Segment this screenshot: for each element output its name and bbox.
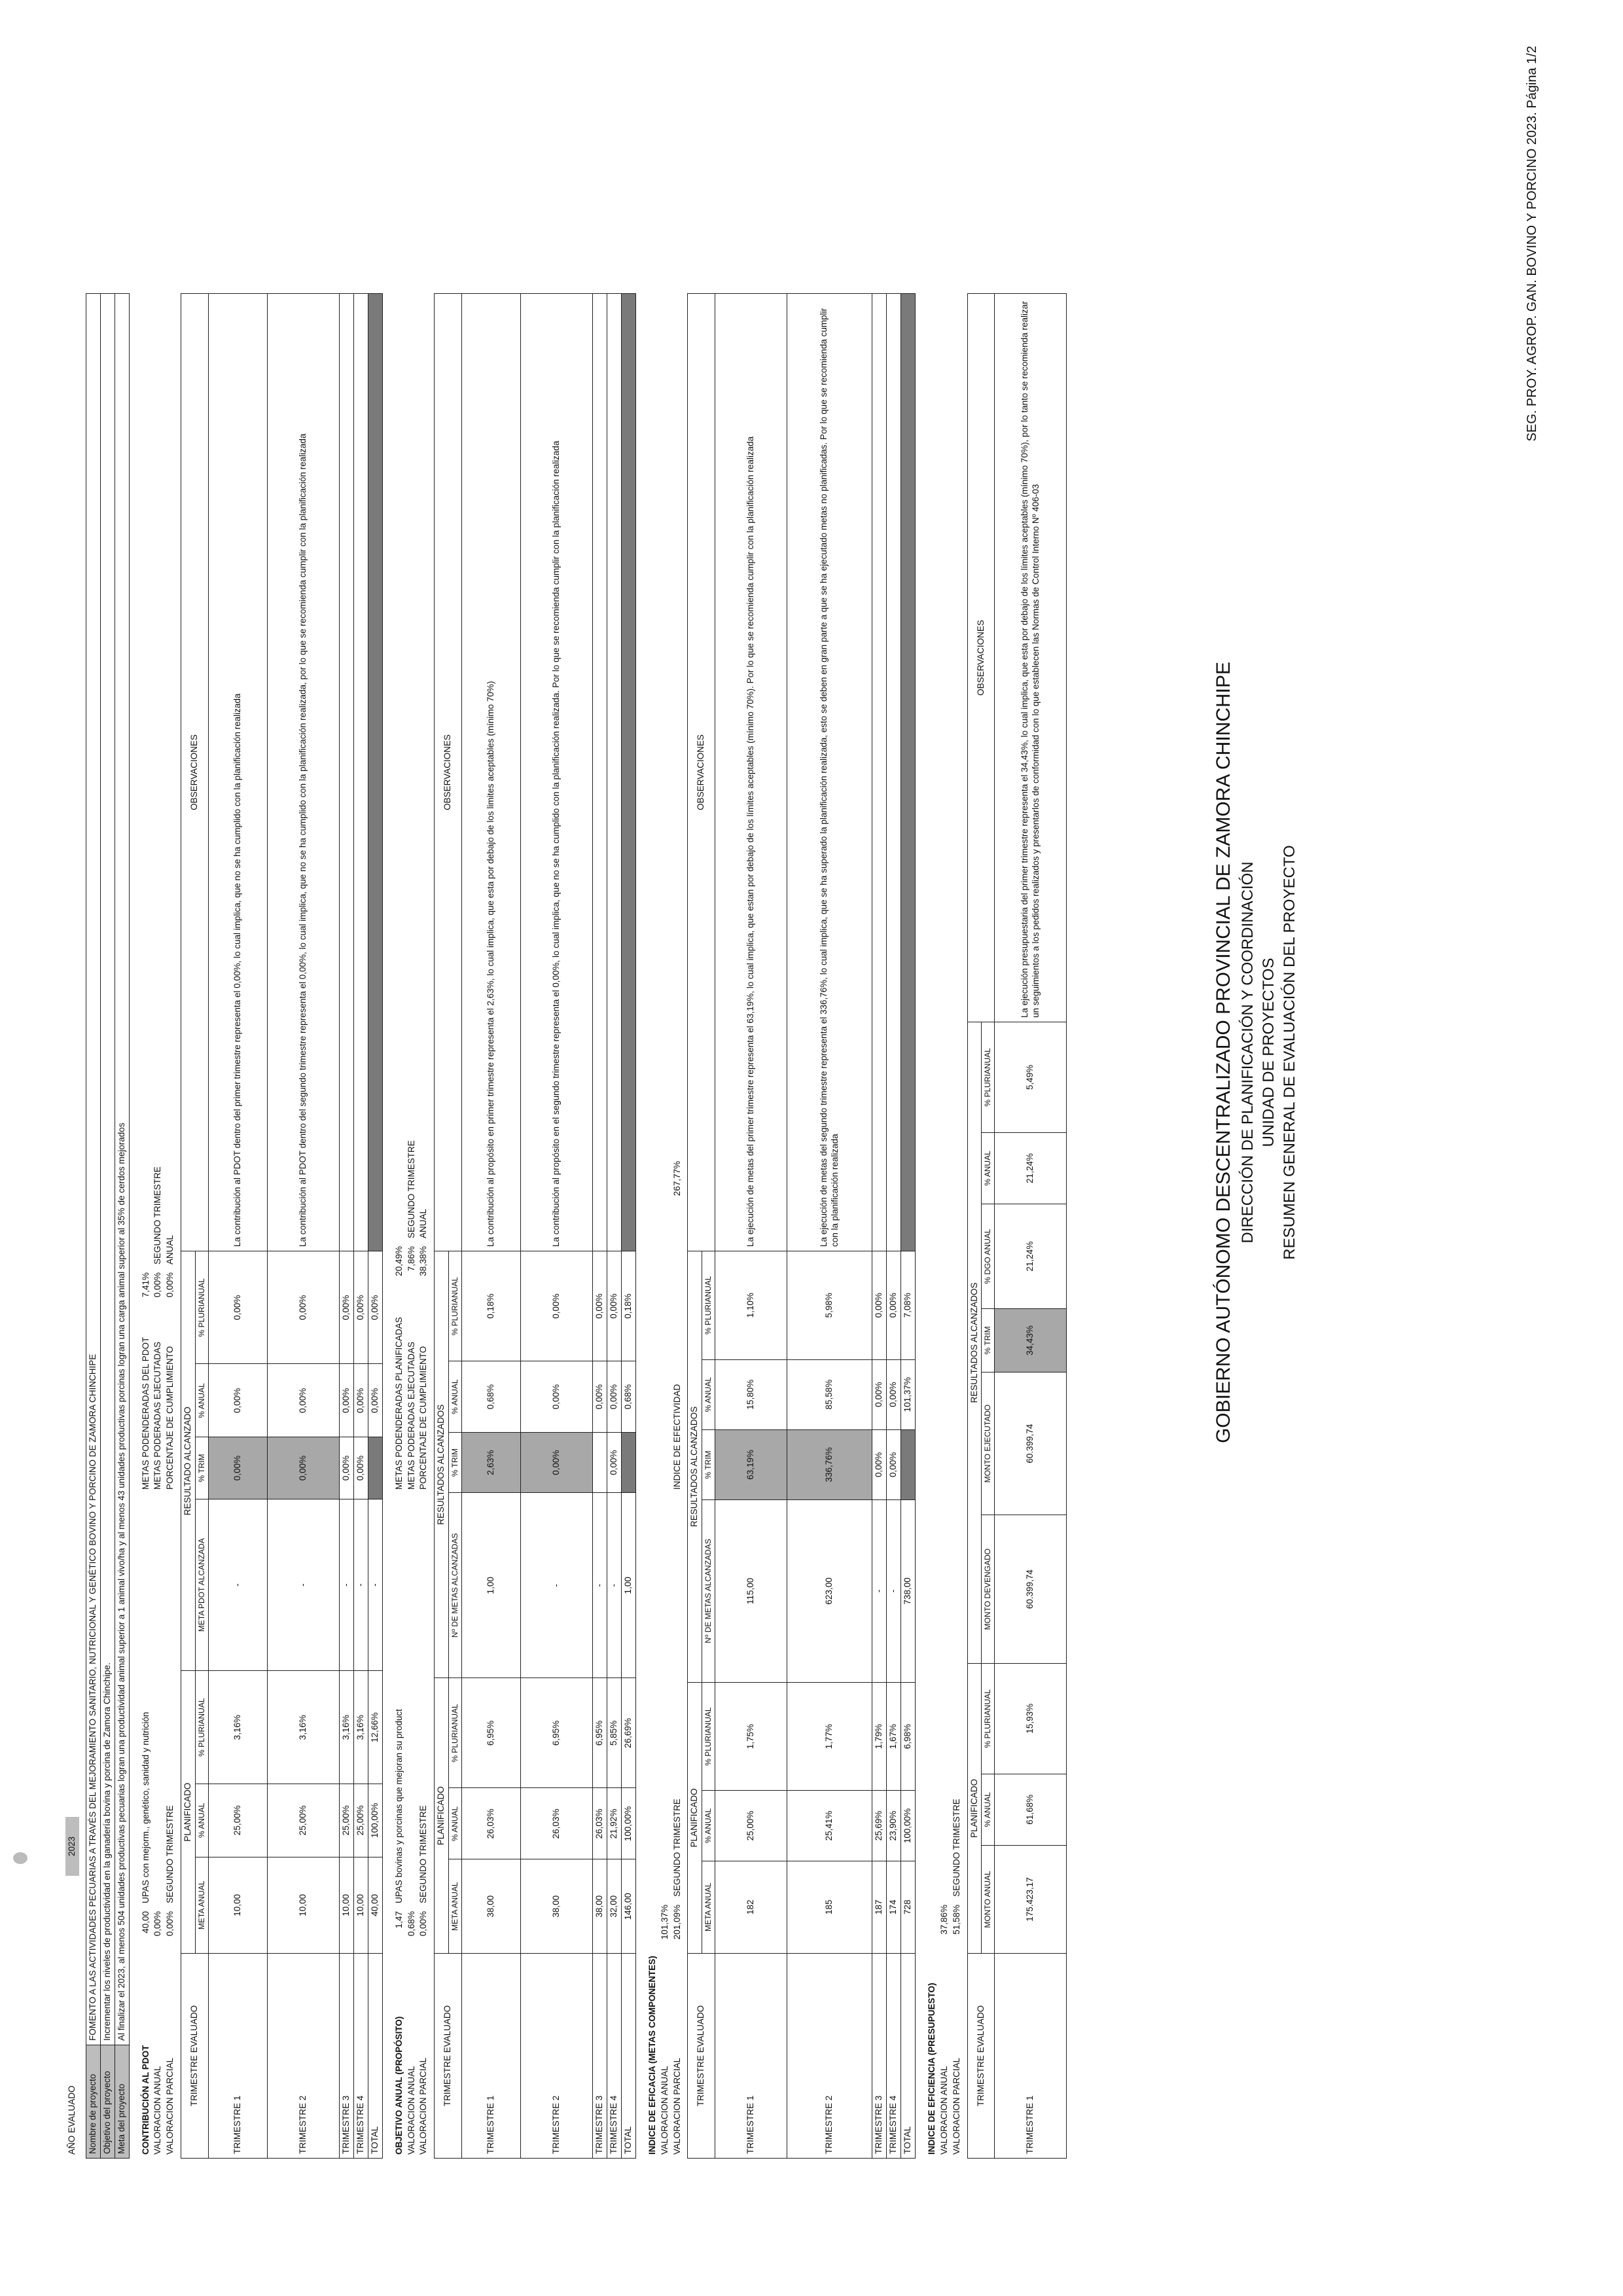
eficiencia-val-parcial-text: SEGUNDO TRIMESTRE <box>951 1799 961 1897</box>
header-line1: GOBIERNO AUTÓNOMO DESCENTRALIZADO PROVINCIAL DE ZAMORA CHINCHIPE <box>1213 661 1234 1444</box>
pdot-col-0: META ANUAL <box>196 1857 209 1953</box>
prop-r1-meta: 38,00 <box>521 1859 593 1954</box>
pdot-r4-rplur: 0,00% <box>368 1251 382 1365</box>
efi-h-res: RESULTADOS ALCANZADOS <box>967 1022 982 1664</box>
efi-r0-plur: 15,93% <box>995 1663 1067 1774</box>
efic-r3-plur: 1,67% <box>887 1682 901 1790</box>
prop-r2-trim <box>593 1433 607 1493</box>
efectividad-value: 267,77% <box>671 1160 682 1196</box>
prop-val-anual-label: VALORACION ANUAL <box>406 2066 416 2155</box>
efi-r0-anual: 61,68% <box>995 1774 1067 1845</box>
meta-label: Meta del proyecto <box>115 2045 129 2159</box>
prop-h-trim: TRIMESTRE EVALUADO <box>435 1954 462 2159</box>
pdot-r3-anual: 25,00% <box>353 1784 368 1857</box>
objetivo-value: Incrementar los niveles de productividad en la ganadería bovina y porcina de Zamora Chinchipe. <box>100 294 115 2045</box>
efi-r0-rplur: 5,49% <box>995 1022 1067 1133</box>
pdot-r2-meta: 10,00 <box>340 1857 354 1953</box>
prop-metas-plan-value: 20,49% <box>393 1246 404 1276</box>
pdot-r1-anual: 25,00% <box>268 1784 340 1857</box>
prop-r4-obs <box>621 294 635 1251</box>
proyecto-table <box>86 293 130 2159</box>
header-line3: UNIDAD DE PROYECTOS <box>1259 958 1277 1147</box>
pdot-r1-ranual: 0,00% <box>268 1364 340 1437</box>
eficacia-val-anual-value: 101,37% <box>659 1905 669 1940</box>
efi-h-obs: OBSERVACIONES <box>967 294 995 1022</box>
eficacia-val-parcial-text: SEGUNDO TRIMESTRE <box>671 1799 682 1897</box>
nombre-label: Nombre de proyecto <box>86 2045 100 2159</box>
prop-r0-ranual: 0,68% <box>462 1361 521 1433</box>
pdot-val-parcial-label: VALORACION PARCIAL <box>165 2057 175 2155</box>
efi-col-3: MONTO DEVENGADO <box>982 1515 995 1664</box>
pdot-contrib-text: UPAS con mejorm., genético, sanidad y nutrición <box>140 1712 151 1903</box>
efi-col-4: MONTO EJECUTADO <box>982 1372 995 1515</box>
prop-h-obs: OBSERVACIONES <box>435 294 462 1251</box>
prop-r3-anual: 21,92% <box>607 1788 622 1859</box>
pdot-r1-trim: 0,00% <box>268 1437 340 1499</box>
pdot-r0-rplur: 0,00% <box>209 1251 268 1365</box>
efic-r1-meta: 185 <box>787 1861 872 1953</box>
anio-evaluado <box>65 1817 79 2159</box>
pdot-r4-obs <box>368 294 382 1251</box>
efic-r0-trim: 63,19% <box>715 1429 787 1499</box>
pdot-metas-plan-label: METAS PODENDERADAS DEL PDOT <box>140 1336 151 1490</box>
pdot-r1-plur: 3,16% <box>268 1671 340 1784</box>
prop-r3-alc: - <box>607 1493 622 1678</box>
efi-r0-dgo: 21,24% <box>995 1204 1067 1309</box>
prop-col-4: % TRIM <box>449 1433 462 1493</box>
prop-r0-t: TRIMESTRE 1 <box>462 1954 521 2159</box>
eficacia-title: INDICE DE EFICACIA (METAS COMPONENTES) <box>647 1956 657 2155</box>
efi-col-0: MONTO ANUAL <box>982 1845 995 1953</box>
scan-mark <box>13 1852 27 1864</box>
prop-metas-ejec-text: SEGUNDO TRIMESTRE <box>406 1140 416 1238</box>
eficiencia-summary <box>926 1795 963 2159</box>
pdot-r2-anual: 25,00% <box>340 1784 354 1857</box>
prop-r1-anual: 26,03% <box>521 1788 593 1859</box>
pdot-r0-obs: La contribución al PDOT dentro del primer trimestre representa el 0,00%, lo cual implica, que no se ha cumplido con la planificación realizada <box>209 294 268 1251</box>
anio-value: 2023 <box>65 1817 79 1876</box>
prop-r2-meta: 38,00 <box>593 1859 607 1954</box>
efi-col-8: % PLURIANUAL <box>982 1022 995 1133</box>
efi-r0-monto: 175.423,17 <box>995 1845 1067 1953</box>
efic-col-1: % ANUAL <box>702 1791 715 1861</box>
prop-col-0: META ANUAL <box>449 1859 462 1954</box>
efic-h-plan: PLANIFICADO <box>688 1682 702 1953</box>
efic-h-res: RESULTADOS ALCANZADOS <box>688 1251 702 1683</box>
pdot-r4-trim <box>368 1437 382 1499</box>
prop-r4-alc: 1,00 <box>621 1493 635 1678</box>
efi-col-1: % ANUAL <box>982 1774 995 1845</box>
eficiencia-table <box>967 293 1067 2159</box>
proposito-table <box>434 293 636 2159</box>
prop-r4-rplur: 0,18% <box>621 1251 635 1361</box>
pdot-r2-plur: 3,16% <box>340 1671 354 1784</box>
efic-r3-meta: 174 <box>887 1861 901 1953</box>
prop-metas-ejec-value: 7,86% <box>406 1246 416 1272</box>
prop-val-parcial-text: SEGUNDO TRIMESTRE <box>418 1805 429 1903</box>
pdot-r1-obs: La contribución al PDOT dentro del segundo trimestre representa el 0,00%, lo cual implica, que no se ha cumplido con la planificación realizada, por lo que se recomienda cumplir con la planificación realizada <box>268 294 340 1251</box>
prop-val-parcial-value: 0,00% <box>418 1911 429 1937</box>
efic-r2-meta: 187 <box>872 1861 887 1953</box>
prop-metas-ejec-label: METAS PODERADAS EJECUTADAS <box>406 1341 416 1490</box>
prop-r0-trim: 2,63% <box>462 1433 521 1493</box>
prop-col-3: Nº DE METAS ALCANZADAS <box>449 1493 462 1678</box>
prop-obj-value: 1,47 <box>393 1911 404 1929</box>
header-line2: DIRECCIÓN DE PLANIFICACIÓN Y COORDINACIÓN <box>1238 861 1257 1244</box>
pdot-r0-anual: 25,00% <box>209 1784 268 1857</box>
pdot-r1-meta: 10,00 <box>268 1857 340 1953</box>
efic-col-5: % ANUAL <box>702 1359 715 1429</box>
pdot-val-parcial-text: SEGUNDO TRIMESTRE <box>165 1805 175 1903</box>
pdot-contrib-label: CONTRIBUCIÓN AL PDOT <box>140 2045 151 2155</box>
efic-r0-anual: 25,00% <box>715 1791 787 1861</box>
pdot-r3-ranual: 0,00% <box>353 1364 368 1437</box>
pdot-h-plan: PLANIFICADO <box>181 1671 196 1954</box>
pdot-r3-trim: 0,00% <box>353 1437 368 1499</box>
pdot-r4-anual: 100,00% <box>368 1784 382 1857</box>
pdot-h-res: RESULTADO ALCANZADO <box>181 1251 196 1671</box>
pdot-r3-alc: - <box>353 1499 368 1671</box>
prop-r3-t: TRIMESTRE 4 <box>607 1954 622 2159</box>
efic-r2-ranual: 0,00% <box>872 1359 887 1429</box>
pdot-metas-ejec-value: 0,00% <box>152 1272 163 1298</box>
efi-col-7: % ANUAL <box>982 1132 995 1204</box>
prop-r3-ranual: 0,00% <box>607 1361 622 1433</box>
pdot-metas-ejec-label: METAS PODERADAS EJECUTADAS <box>152 1341 163 1490</box>
prop-r1-trim: 0,00% <box>521 1433 593 1493</box>
nombre-value: FOMENTO A LAS ACTIVIDADES PECUARIAS A TRAVÉS DEL MEJORAMIENTO SANITARIO, NUTRICIONAL Y GENÉTICO BOVINO Y PORCINO DE ZAMORA CHINCHIPE <box>86 294 100 2045</box>
efic-r2-rplur: 0,00% <box>872 1251 887 1360</box>
efic-r4-plur: 6,98% <box>901 1682 916 1790</box>
prop-porc-value: 38,38% <box>418 1246 429 1276</box>
pdot-r3-plur: 3,16% <box>353 1671 368 1784</box>
efic-r3-obs <box>887 294 901 1251</box>
efic-r3-ranual: 0,00% <box>887 1359 901 1429</box>
pdot-r3-t: TRIMESTRE 4 <box>353 1954 368 2159</box>
efic-r0-meta: 182 <box>715 1861 787 1953</box>
prop-r2-ranual: 0,00% <box>593 1361 607 1433</box>
efi-r0-obs: La ejecución presupuestaria del primer trimestre representa el 34,43%, lo cual implica, que esta por debajo de los límites aceptables (mínimo 70%), por lo tanto se recomienda realizar un seguimientos a los pedidos realizados y presentarlos de conformidad con lo que establecen las Normas de Control Interno Nº 406-03 <box>995 294 1067 1022</box>
page-footer: SEG. PROY. AGROP. GAN. BOVINO Y PORCINO 2023. Página 1/2 <box>1525 46 1539 442</box>
prop-r0-meta: 38,00 <box>462 1859 521 1954</box>
prop-r3-meta: 32,00 <box>607 1859 622 1954</box>
efic-r3-anual: 23,90% <box>887 1791 901 1861</box>
prop-r2-rplur: 0,00% <box>593 1251 607 1361</box>
prop-r0-alc: 1,00 <box>462 1493 521 1678</box>
eficacia-summary <box>647 1157 684 2159</box>
pdot-metas-ejec-text: SEGUNDO TRIMESTRE <box>152 1166 163 1265</box>
efi-col-5: % TRIM <box>982 1309 995 1372</box>
efic-r2-obs <box>872 294 887 1251</box>
prop-r3-plur: 5,85% <box>607 1678 622 1788</box>
efic-col-6: % PLURIANUAL <box>702 1251 715 1360</box>
efic-col-0: META ANUAL <box>702 1861 715 1953</box>
proposito-summary <box>393 1136 431 2159</box>
efic-r2-t: TRIMESTRE 3 <box>872 1954 887 2159</box>
pdot-r0-meta: 10,00 <box>209 1857 268 1953</box>
efic-r2-plur: 1,79% <box>872 1682 887 1790</box>
prop-porc-label: PORCENTAJE DE CUMPLIMIENTO <box>418 1346 429 1490</box>
pdot-summary <box>140 1162 177 2159</box>
prop-r2-plur: 6,95% <box>593 1678 607 1788</box>
pdot-table <box>181 293 383 2159</box>
efic-r1-t: TRIMESTRE 2 <box>787 1954 872 2159</box>
efic-r3-t: TRIMESTRE 4 <box>887 1954 901 2159</box>
efic-r0-alc: 115,00 <box>715 1499 787 1682</box>
pdot-porc-label: PORCENTAJE DE CUMPLIMIENTO <box>165 1346 175 1490</box>
prop-r0-anual: 26,03% <box>462 1788 521 1859</box>
eficacia-table <box>687 293 916 2159</box>
pdot-r2-rplur: 0,00% <box>340 1251 354 1365</box>
prop-r3-obs <box>607 294 622 1251</box>
prop-col-6: % PLURIANUAL <box>449 1251 462 1361</box>
pdot-h-obs: OBSERVACIONES <box>181 294 209 1251</box>
prop-r3-rplur: 0,00% <box>607 1251 622 1361</box>
pdot-r1-rplur: 0,00% <box>268 1251 340 1365</box>
pdot-r4-t: TOTAL <box>368 1954 382 2159</box>
efic-r0-ranual: 15,80% <box>715 1359 787 1429</box>
pdot-val-anual-label: VALORACION ANUAL <box>152 2066 163 2155</box>
efic-col-3: Nº DE METAS ALCANZADAS <box>702 1499 715 1682</box>
prop-metas-plan-label: METAS PODENDERADAS PLANIFICADAS <box>393 1317 404 1490</box>
prop-obj-label: OBJETIVO ANUAL (PROPÓSITO) <box>393 2016 404 2155</box>
pdot-r0-trim: 0,00% <box>209 1437 268 1499</box>
prop-r4-anual: 100,00% <box>621 1788 635 1859</box>
prop-r0-plur: 6,95% <box>462 1678 521 1788</box>
prop-h-plan: PLANIFICADO <box>435 1678 449 1954</box>
pdot-r1-alc: - <box>268 1499 340 1671</box>
pdot-r2-alc: - <box>340 1499 354 1671</box>
pdot-r2-trim: 0,00% <box>340 1437 354 1499</box>
efic-r4-rplur: 7,08% <box>901 1251 916 1360</box>
efic-r2-trim: 0,00% <box>872 1429 887 1499</box>
pdot-r3-obs <box>353 294 368 1251</box>
eficacia-val-anual-label: VALORACION ANUAL <box>659 2066 669 2155</box>
efic-r4-obs <box>901 294 916 1251</box>
eficacia-val-parcial-label: VALORACION PARCIAL <box>671 2057 682 2155</box>
prop-r2-alc: - <box>593 1493 607 1678</box>
eficiencia-val-parcial-value: 51,58% <box>951 1905 961 1935</box>
prop-porc-text: ANUAL <box>418 1208 429 1238</box>
efic-r0-rplur: 1,10% <box>715 1251 787 1360</box>
pdot-r0-alc: - <box>209 1499 268 1671</box>
pdot-porc-value: 0,00% <box>165 1272 175 1298</box>
efi-r0-trim: 34,43% <box>995 1309 1067 1372</box>
anio-label: AÑO EVALUADO <box>67 2085 77 2155</box>
pdot-porc-text: ANUAL <box>165 1234 175 1265</box>
efi-h-plan: PLANIFICADO <box>967 1663 982 1953</box>
prop-r4-ranual: 0,68% <box>621 1361 635 1433</box>
eficiencia-val-anual-value: 37,86% <box>938 1905 949 1935</box>
eficacia-val-parcial-value: 201,09% <box>671 1905 682 1940</box>
efic-r0-t: TRIMESTRE 1 <box>715 1954 787 2159</box>
efic-r4-ranual: 101,37% <box>901 1359 916 1429</box>
efic-h-trim: TRIMESTRE EVALUADO <box>688 1954 715 2159</box>
pdot-col-1: % ANUAL <box>196 1784 209 1857</box>
prop-r4-t: TOTAL <box>621 1954 635 2159</box>
efic-r1-plur: 1,77% <box>787 1682 872 1790</box>
prop-r1-t: TRIMESTRE 2 <box>521 1954 593 2159</box>
efic-r4-trim <box>901 1429 916 1499</box>
efic-col-4: % TRIM <box>702 1429 715 1499</box>
prop-obj-text: UPAS bovinas y porcinas que mejoran su product <box>393 1709 404 1903</box>
pdot-r0-plur: 3,16% <box>209 1671 268 1784</box>
efi-col-2: % PLURIANUAL <box>982 1663 995 1774</box>
prop-h-res: RESULTADOS ALCANZADOS <box>435 1251 449 1678</box>
prop-r1-alc: - <box>521 1493 593 1678</box>
efi-r0-ranual: 21,24% <box>995 1132 1067 1204</box>
efic-r0-plur: 1,75% <box>715 1682 787 1790</box>
pdot-h-trim: TRIMESTRE EVALUADO <box>181 1954 209 2159</box>
pdot-col-6: % PLURIANUAL <box>196 1251 209 1365</box>
efic-r3-alc: - <box>887 1499 901 1682</box>
efic-r1-trim: 336,76% <box>787 1429 872 1499</box>
pdot-metas-plan-value: 7,41% <box>140 1272 151 1298</box>
prop-r2-t: TRIMESTRE 3 <box>593 1954 607 2159</box>
efi-r0-dev: 60.399,74 <box>995 1515 1067 1664</box>
document-header <box>1211 627 1301 1478</box>
prop-r2-obs <box>593 294 607 1251</box>
prop-r0-obs: La contribución al propósito en primer trimestre representa el 2,63%, lo cual implica, que esta por debajo de los limites aceptables (mínimo 70%) <box>462 294 521 1251</box>
efectividad-label: INDICE DE EFECTIVIDAD <box>671 1384 682 1490</box>
efic-r2-alc: - <box>872 1499 887 1682</box>
efi-r0-t: TRIMESTRE 1 <box>995 1954 1067 2159</box>
pdot-col-3: META PDOT ALCANZADA <box>196 1499 209 1671</box>
efic-r1-obs: La ejecución de metas del segundo trimestre representa el 336,76%, lo cual implica, que se ha superado la planificación realizada, esto se deben en gran parte a que se ha ejecutado metas no planificadas. Por lo que se recomienda cumplir con la planificación realizada <box>787 294 872 1251</box>
prop-r1-obs: La contribución al propósito en el segundo trimestre representa el 0,00%, lo cual implica, que no se ha cumplido con la planificación realizada. Por lo que se recomienda cumplir con la planificación realizada <box>521 294 593 1251</box>
pdot-r3-meta: 10,00 <box>353 1857 368 1953</box>
efic-r3-rplur: 0,00% <box>887 1251 901 1360</box>
eficiencia-val-parcial-label: VALORACION PARCIAL <box>951 2057 961 2155</box>
prop-r3-trim: 0,00% <box>607 1433 622 1493</box>
prop-r1-ranual: 0,00% <box>521 1361 593 1433</box>
prop-col-1: % ANUAL <box>449 1788 462 1859</box>
efic-r1-anual: 25,41% <box>787 1791 872 1861</box>
prop-r4-meta: 146,00 <box>621 1859 635 1954</box>
eficiencia-val-anual-label: VALORACION ANUAL <box>938 2066 949 2155</box>
efic-col-2: % PLURIANUAL <box>702 1682 715 1790</box>
efic-r2-anual: 25,69% <box>872 1791 887 1861</box>
objetivo-label: Objetivo del proyecto <box>100 2045 115 2159</box>
pdot-r2-ranual: 0,00% <box>340 1364 354 1437</box>
efi-r0-ejec: 60.399,74 <box>995 1372 1067 1515</box>
pdot-col-2: % PLURIANUAL <box>196 1671 209 1784</box>
pdot-contrib-value: 40,00 <box>140 1911 151 1933</box>
pdot-r0-t: TRIMESTRE 1 <box>209 1954 268 2159</box>
pdot-val-anual-value: 0,00% <box>152 1911 163 1937</box>
pdot-r3-rplur: 0,00% <box>353 1251 368 1365</box>
pdot-col-4: % TRIM <box>196 1437 209 1499</box>
efic-r1-rplur: 5,98% <box>787 1251 872 1360</box>
efi-h-trim: TRIMESTRE EVALUADO <box>967 1954 995 2159</box>
efic-r1-ranual: 85,58% <box>787 1359 872 1429</box>
efic-r1-alc: 623,00 <box>787 1499 872 1682</box>
prop-r4-trim <box>621 1433 635 1493</box>
pdot-r0-ranual: 0,00% <box>209 1364 268 1437</box>
header-line4: RESUMEN GENERAL DE EVALUACIÓN DEL PROYECTO <box>1281 845 1299 1260</box>
efi-col-6: % DGO ANUAL <box>982 1204 995 1309</box>
pdot-r4-meta: 40,00 <box>368 1857 382 1953</box>
eficiencia-title: INDICE DE EFICIENCIA (PRESUPUESTO) <box>926 1982 936 2155</box>
pdot-val-parcial-value: 0,00% <box>165 1911 175 1937</box>
pdot-r1-t: TRIMESTRE 2 <box>268 1954 340 2159</box>
pdot-r4-plur: 12,66% <box>368 1671 382 1784</box>
meta-value: Al finalizar el 2023, al menos 504 unidades productivas pecuarias logran una productividad animal superior a 1 animal vivo/ha y al menos 43 unidades productivas porcinas logran una carga animal superior al 35% de cerdos mejorados <box>115 294 129 2045</box>
efic-r3-trim: 0,00% <box>887 1429 901 1499</box>
prop-r0-rplur: 0,18% <box>462 1251 521 1361</box>
prop-val-parcial-label: VALORACION PARCIAL <box>418 2057 429 2155</box>
pdot-r4-alc: - <box>368 1499 382 1671</box>
prop-r1-plur: 6,95% <box>521 1678 593 1788</box>
prop-r4-plur: 26,69% <box>621 1678 635 1788</box>
prop-r1-rplur: 0,00% <box>521 1251 593 1361</box>
pdot-col-5: % ANUAL <box>196 1364 209 1437</box>
efic-r4-alc: 738,00 <box>901 1499 916 1682</box>
pdot-r4-ranual: 0,00% <box>368 1364 382 1437</box>
prop-r2-anual: 26,03% <box>593 1788 607 1859</box>
pdot-r2-obs <box>340 294 354 1251</box>
prop-col-2: % PLURIANUAL <box>449 1678 462 1788</box>
prop-col-5: % ANUAL <box>449 1361 462 1433</box>
prop-val-anual-value: 0,68% <box>406 1911 416 1937</box>
efic-r0-obs: La ejecución de metas del primer trimestre representa el 63,19%, lo cual implica, que estan por debajo de los límites aceptables (mínimo 70%). Por lo que se recomienda cumplir con la planificación realizada <box>715 294 787 1251</box>
pdot-r2-t: TRIMESTRE 3 <box>340 1954 354 2159</box>
efic-r4-t: TOTAL <box>901 1954 916 2159</box>
efic-h-obs: OBSERVACIONES <box>688 294 715 1251</box>
document-body <box>65 287 1067 2159</box>
efic-r4-anual: 100,00% <box>901 1791 916 1861</box>
efic-r4-meta: 728 <box>901 1861 916 1953</box>
